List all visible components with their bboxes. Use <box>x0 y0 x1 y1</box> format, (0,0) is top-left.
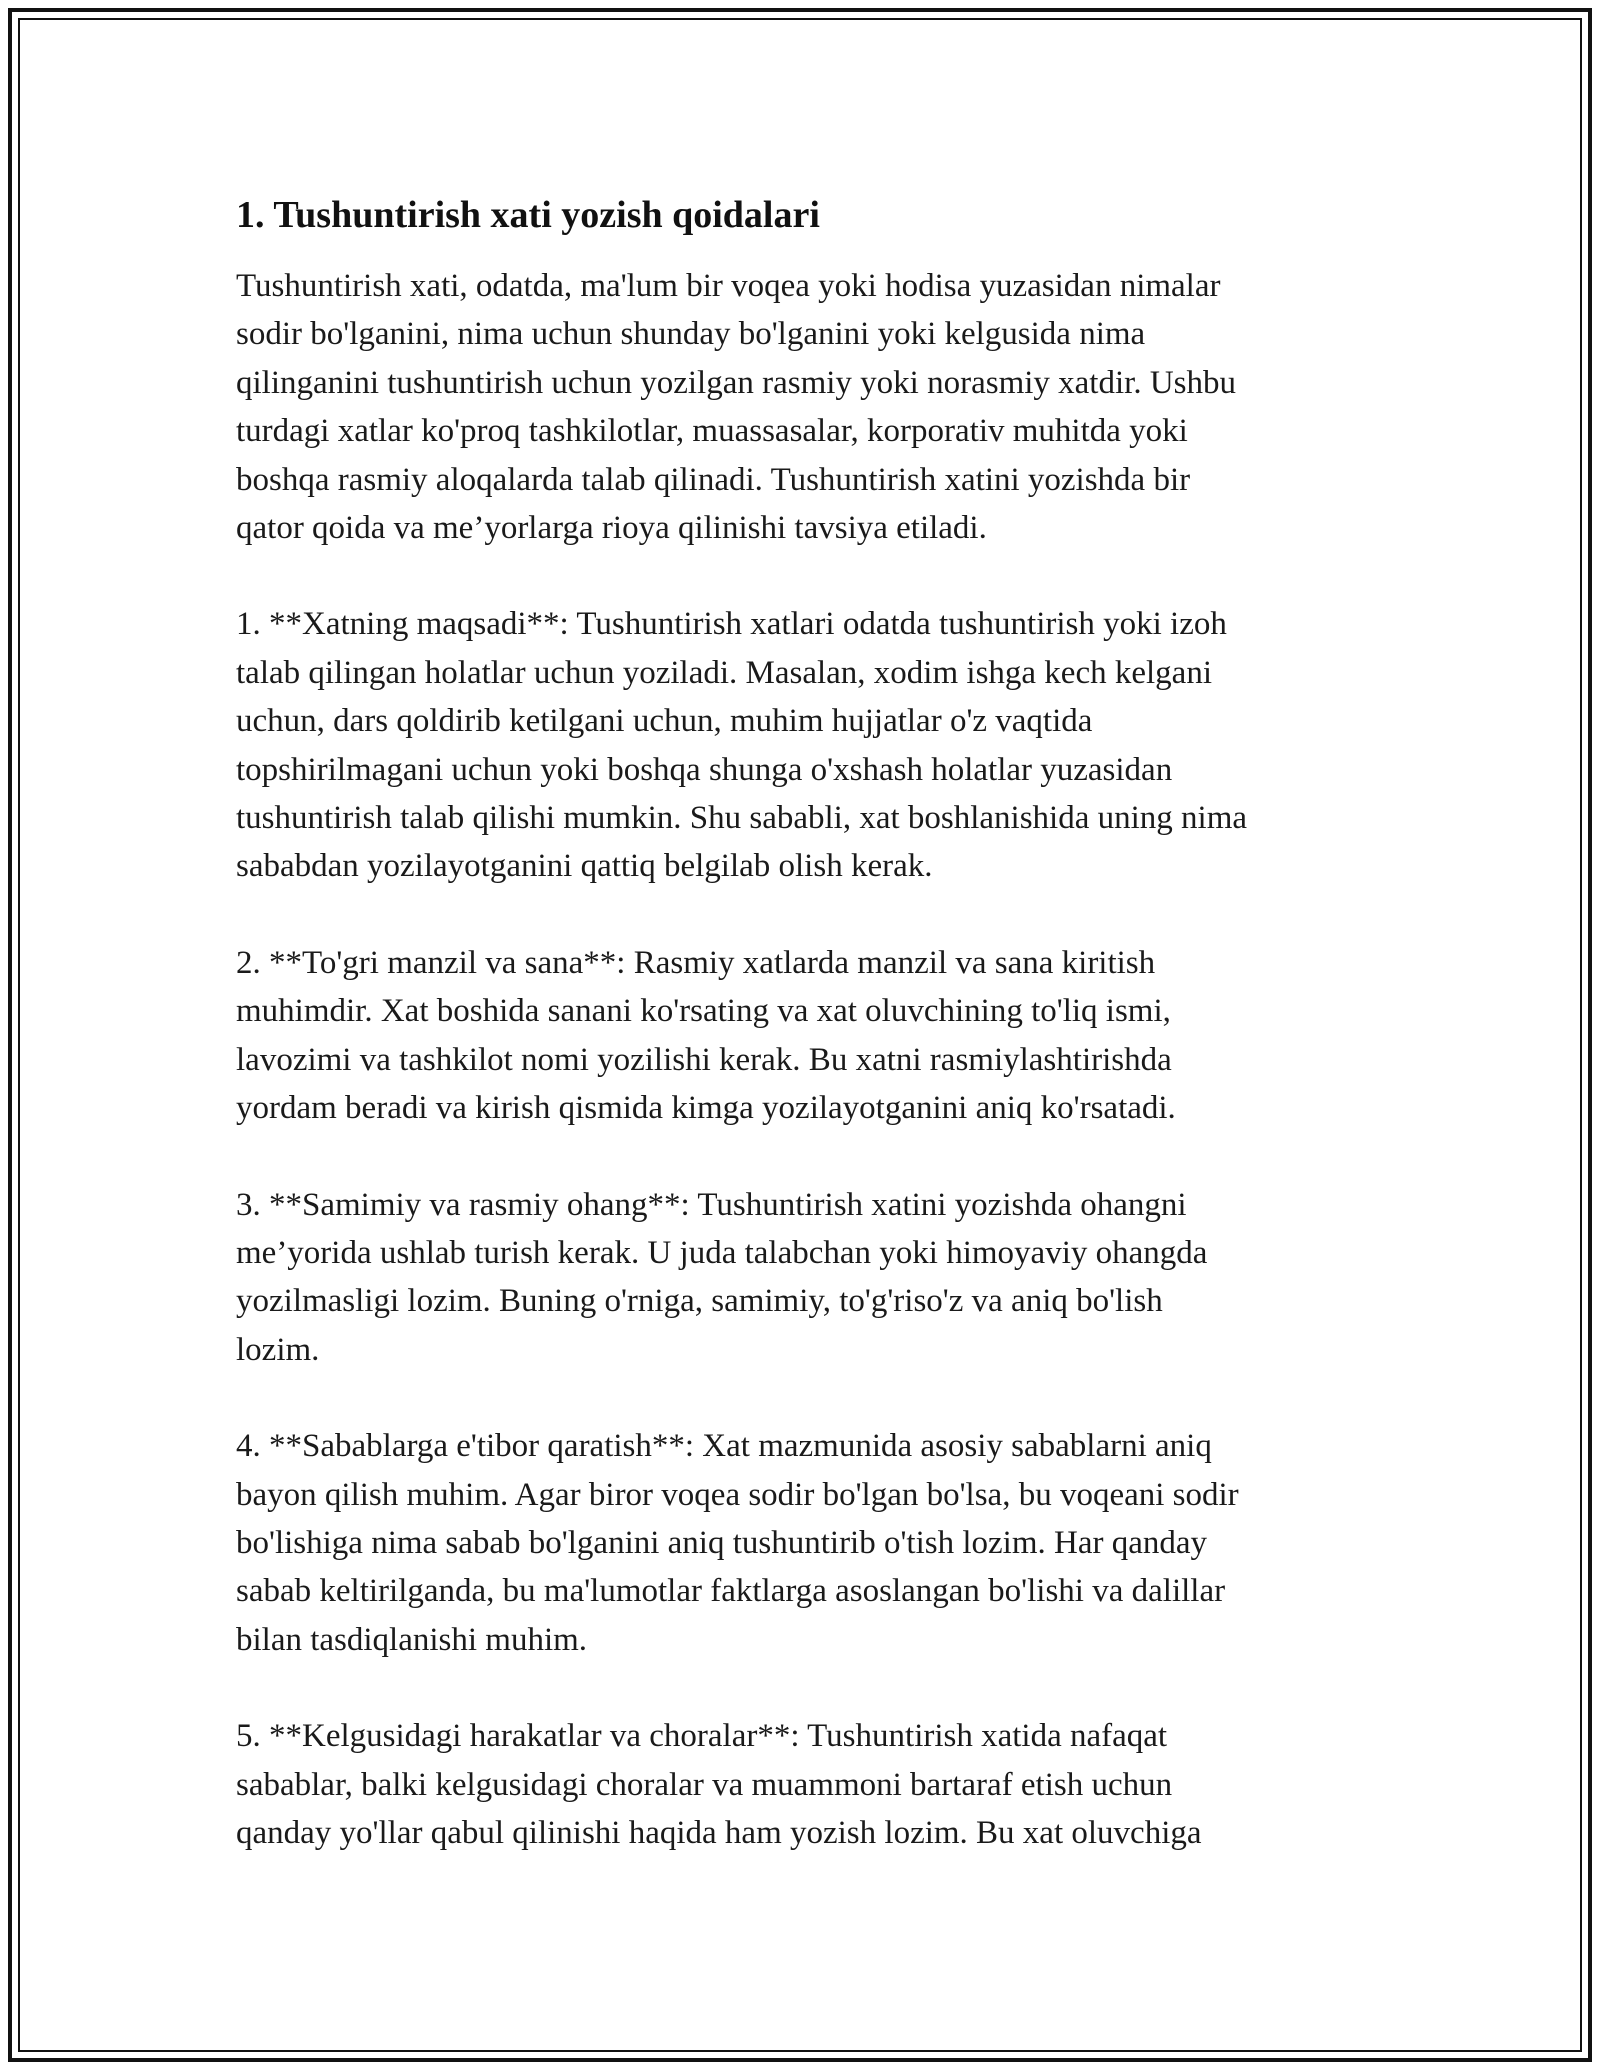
rule-2-paragraph: 2. **To'gri manzil va sana**: Rasmiy xatlarda manzil va sana kiritish muhimdir. Xat boshida sanani ko'rsating va xat oluvchining to'liq ismi, lavozimi va tashkilot nomi yozilishi kerak. Bu xatni rasmiylashtirishda yordam beradi va kirish qismida kimga yozilayotganini aniq ko'rsatadi. <box>236 944 1176 1127</box>
document-body <box>236 190 1386 1905</box>
rule-3-paragraph: 3. **Samimiy va rasmiy ohang**: Tushuntirish xatini yozishda ohangni me’yorida ushlab turish kerak. U juda talabchan yoki himoyaviy ohangda yozilmasligi lozim. Buning o'rniga, samimiy, to'g'riso'z va aniq bo'lish lozim. <box>236 1186 1208 1368</box>
intro-paragraph: Tushuntirish xati, odatda, ma'lum bir voqea yoki hodisa yuzasidan nimalar sodir bo'lganini, nima uchun shunday bo'lganini yoki kelgusida nima qilinganini tushuntirish uchun yozilgan rasmiy yoki norasmiy xatdir. Ushbu turdagi xatlar ko'proq tashkilotlar, muassasalar, korporativ muhitda yoki boshqa rasmiy aloqalarda talab qilinadi. Tushuntirish xatini yozishda bir qator qoida va me’yorlarga rioya qilinishi tavsiya etiladi. <box>236 268 1236 547</box>
rule-1-paragraph: 1. **Xatning maqsadi**: Tushuntirish xatlari odatda tushuntirish yoki izoh talab qilingan holatlar uchun yoziladi. Masalan, xodim ishga kech kelgani uchun, dars qoldirib ketilgani uchun, muhim hujjatlar o'z vaqtida topshirilmagani uchun yoki boshqa shunga o'xshash holatlar yuzasidan tushuntirish talab qilishi mumkin. Shu sababli, xat boshlanishida uning nima sababdan yozilayotganini qattiq belgilab olish kerak. <box>236 606 1248 885</box>
rule-5-paragraph: 5. **Kelgusidagi harakatlar va choralar**: Tushuntirish xatida nafaqat sabablar, balki kelgusidagi choralar va muammoni bartaraf etish uchun qanday yo'llar qabul qilinishi haqida ham yozish lozim. Bu xat oluvchiga <box>236 1718 1202 1851</box>
page-title: 1. Tushuntirish xati yozish qoidalari <box>236 194 820 236</box>
rule-4-paragraph: 4. **Sabablarga e'tibor qaratish**: Xat mazmunida asosiy sabablarni aniq bayon qilish muhim. Agar biror voqea sodir bo'lgan bo'lsa, bu voqeani sodir bo'lishiga nima sabab bo'lganini aniq tushuntirib o'tish lozim. Har qanday sabab keltirilganda, bu ma'lumotlar faktlarga asoslangan bo'lishi va dalillar bilan tasdiqlanishi muhim. <box>236 1428 1239 1658</box>
